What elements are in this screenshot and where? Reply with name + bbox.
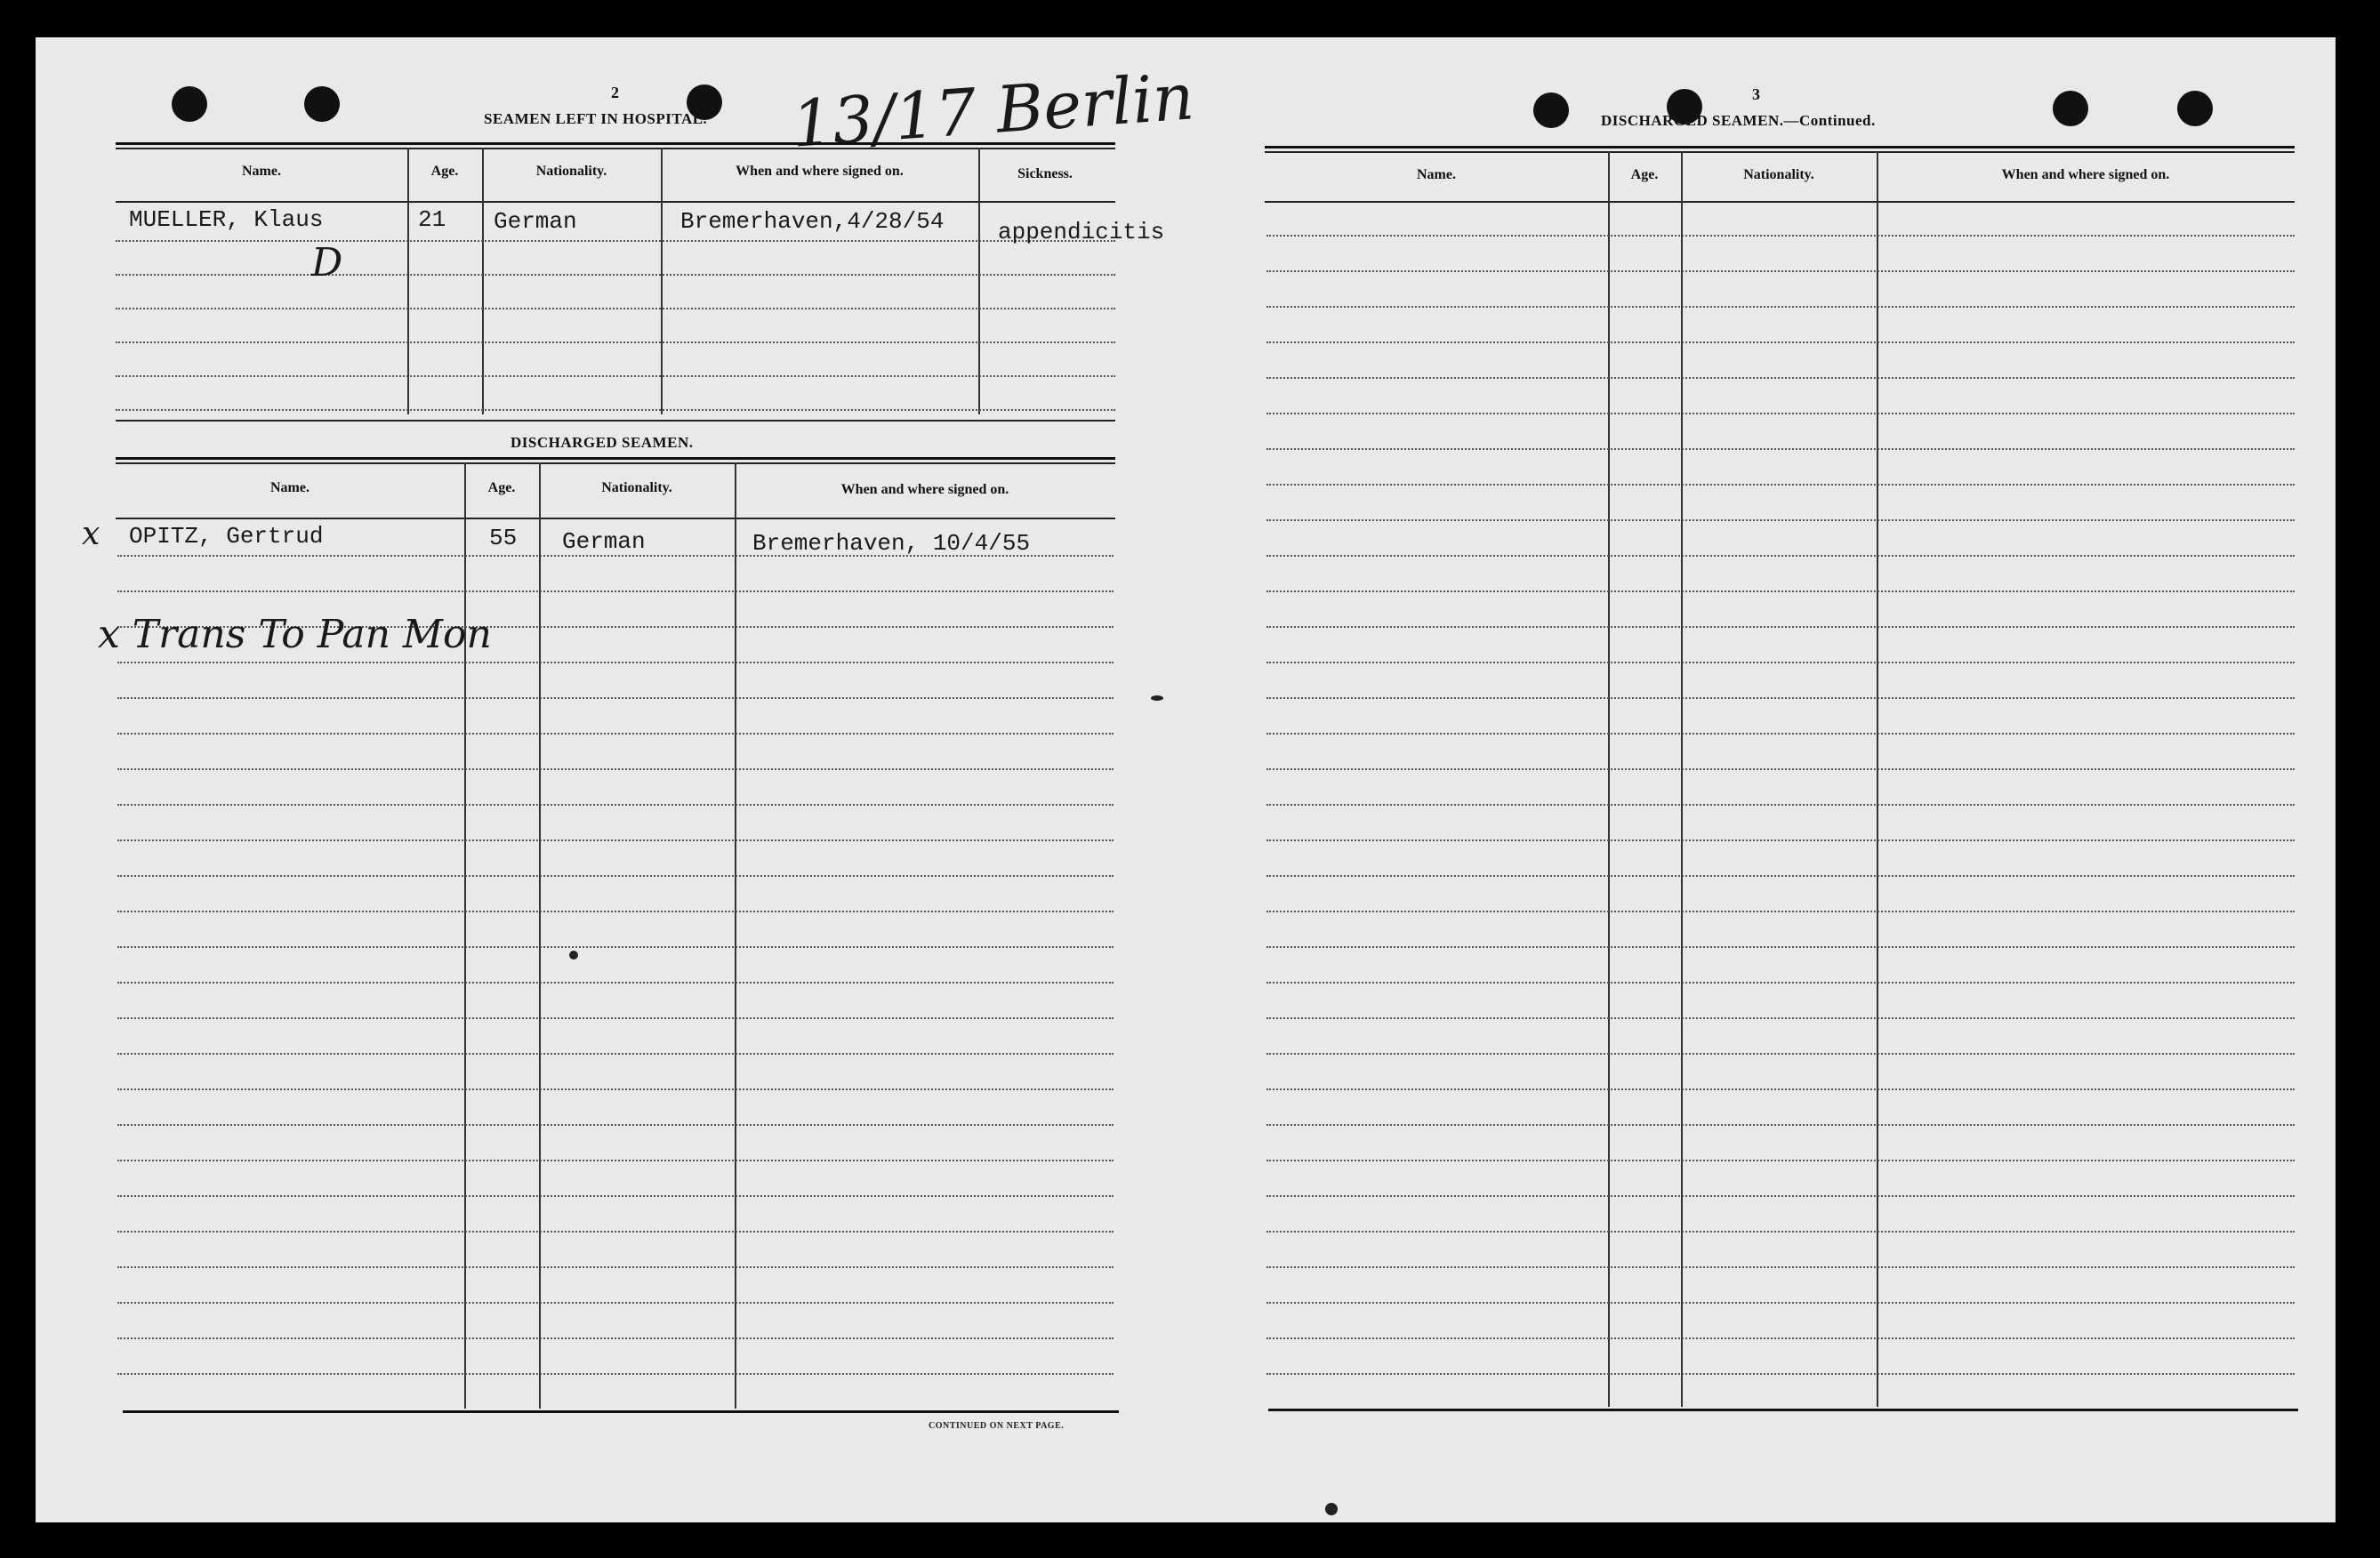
row-line	[1266, 946, 2295, 948]
row-line	[1266, 1017, 2295, 1019]
right-section-title: DISCHARGED SEAMEN.—Continued.	[1601, 112, 1876, 129]
row-line	[1266, 662, 2295, 663]
hospital-col-age: Age.	[430, 164, 459, 179]
row-line	[116, 274, 1115, 276]
hospital-col-nationality: Nationality.	[535, 164, 607, 179]
punch-hole	[172, 86, 207, 122]
hospital-row-signed-on: Bremerhaven,4/28/54	[680, 208, 945, 235]
row-line	[1266, 911, 2295, 912]
row-line	[1266, 341, 2295, 343]
row-line	[117, 662, 1114, 663]
row-line	[116, 375, 1115, 377]
hospital-col-divider	[482, 148, 484, 414]
hospital-annotation: D	[311, 240, 343, 285]
row-line	[117, 875, 1114, 877]
row-line	[1266, 839, 2295, 841]
row-line	[117, 1337, 1114, 1339]
continued-footer: CONTINUED ON NEXT PAGE.	[929, 1421, 1065, 1431]
row-line	[117, 1160, 1114, 1161]
hospital-row-name: MUELLER, Klaus	[129, 206, 324, 233]
right-bottom-rule	[1268, 1409, 2298, 1411]
discharged-col-signed-on: When and where signed on.	[840, 482, 1009, 497]
discharged-top-rule	[116, 420, 1115, 422]
punch-hole	[304, 86, 340, 122]
row-line	[1266, 733, 2295, 735]
discharged-col-name: Name.	[270, 480, 310, 495]
right-top-rule-2	[1265, 151, 2295, 153]
hospital-header-rule	[116, 201, 1115, 203]
row-line	[1266, 555, 2295, 557]
hospital-top-rule	[116, 142, 1115, 145]
row-line	[1266, 626, 2295, 628]
hospital-section-title: SEAMEN LEFT IN HOSPITAL.	[484, 110, 708, 127]
row-line	[1266, 1302, 2295, 1304]
row-line	[1266, 804, 2295, 806]
discharged-row-nationality: German	[562, 528, 646, 555]
row-line	[1266, 1124, 2295, 1126]
punch-hole	[2053, 91, 2088, 126]
discharged-row-mark: x	[82, 516, 101, 552]
discharged-annotation: x Trans To Pan Mon	[98, 612, 492, 657]
row-line	[117, 982, 1114, 984]
hospital-col-sickness: Sickness.	[1017, 166, 1073, 181]
row-line	[117, 1017, 1114, 1019]
row-line	[1266, 1160, 2295, 1161]
row-line	[1266, 270, 2295, 272]
row-line	[1266, 1231, 2295, 1233]
row-line	[117, 1302, 1114, 1304]
discharged-col-age: Age.	[487, 480, 516, 495]
right-col-name: Name.	[1417, 167, 1456, 182]
row-line	[1266, 875, 2295, 877]
row-line	[116, 308, 1115, 309]
row-line	[117, 590, 1114, 592]
row-line	[117, 1231, 1114, 1233]
row-line	[1266, 235, 2295, 237]
punch-hole	[2177, 91, 2213, 126]
row-line	[1266, 1337, 2295, 1339]
row-line	[1266, 306, 2295, 308]
right-header-rule	[1265, 201, 2295, 203]
hospital-col-divider	[661, 148, 663, 414]
right-col-signed-on: When and where signed on.	[2001, 167, 2170, 182]
punch-hole	[1533, 92, 1569, 128]
hospital-row-age: 21	[418, 206, 446, 233]
right-col-divider	[1681, 151, 1683, 1407]
row-line	[117, 1088, 1114, 1090]
discharged-col-nationality: Nationality.	[601, 480, 672, 495]
discharged-row-signed-on: Bremerhaven, 10/4/55	[752, 530, 1031, 557]
handwritten-header: 13/17 Berlin	[789, 59, 1197, 162]
row-line	[1266, 413, 2295, 414]
row-line	[116, 409, 1115, 411]
row-line	[117, 1373, 1114, 1375]
hospital-row-sickness: appendicitis	[998, 219, 1165, 245]
row-line	[117, 1053, 1114, 1055]
row-line	[1266, 590, 2295, 592]
row-line	[1266, 982, 2295, 984]
right-col-nationality: Nationality.	[1743, 167, 1814, 182]
row-line	[1266, 1373, 2295, 1375]
discharged-rule	[116, 457, 1115, 460]
row-line	[1266, 697, 2295, 699]
discharged-row-name: OPITZ, Gertrud	[129, 523, 324, 550]
discharged-header-rule	[116, 518, 1115, 519]
row-line	[1266, 484, 2295, 486]
ink-speck	[1151, 695, 1163, 701]
hospital-col-name: Name.	[242, 164, 281, 179]
row-line	[117, 1195, 1114, 1197]
left-bottom-rule	[123, 1410, 1119, 1413]
hospital-row-nationality: German	[494, 208, 577, 235]
row-line	[117, 839, 1114, 841]
row-line	[117, 946, 1114, 948]
row-line	[117, 911, 1114, 912]
row-line	[1266, 1195, 2295, 1197]
right-top-rule	[1265, 146, 2295, 149]
left-page-number: 2	[611, 84, 619, 101]
row-line	[1266, 448, 2295, 450]
right-col-divider	[1877, 151, 1878, 1407]
row-line	[117, 804, 1114, 806]
row-line	[1266, 377, 2295, 379]
row-line	[1266, 519, 2295, 521]
right-page-number: 3	[1752, 85, 1760, 103]
row-line	[1266, 1266, 2295, 1268]
discharged-section-title: DISCHARGED SEAMEN.	[511, 434, 694, 451]
row-line	[117, 1266, 1114, 1268]
hospital-col-divider	[978, 148, 980, 414]
row-line	[117, 733, 1114, 735]
row-line	[116, 240, 1115, 242]
row-line	[116, 341, 1115, 343]
row-line	[117, 697, 1114, 699]
hospital-col-signed-on: When and where signed on.	[736, 164, 904, 179]
hospital-col-divider	[407, 148, 409, 414]
ink-speck	[569, 951, 578, 960]
right-col-divider	[1608, 151, 1610, 1407]
document-sheet	[36, 37, 2336, 1522]
ink-speck	[1325, 1503, 1338, 1515]
row-line	[1266, 1053, 2295, 1055]
row-line	[117, 1124, 1114, 1126]
hospital-top-rule-2	[116, 148, 1115, 149]
discharged-row-age: 55	[489, 525, 518, 551]
row-line	[1266, 1088, 2295, 1090]
row-line	[117, 768, 1114, 770]
discharged-rule-2	[116, 462, 1115, 464]
right-col-age: Age.	[1630, 167, 1659, 182]
row-line	[1266, 768, 2295, 770]
